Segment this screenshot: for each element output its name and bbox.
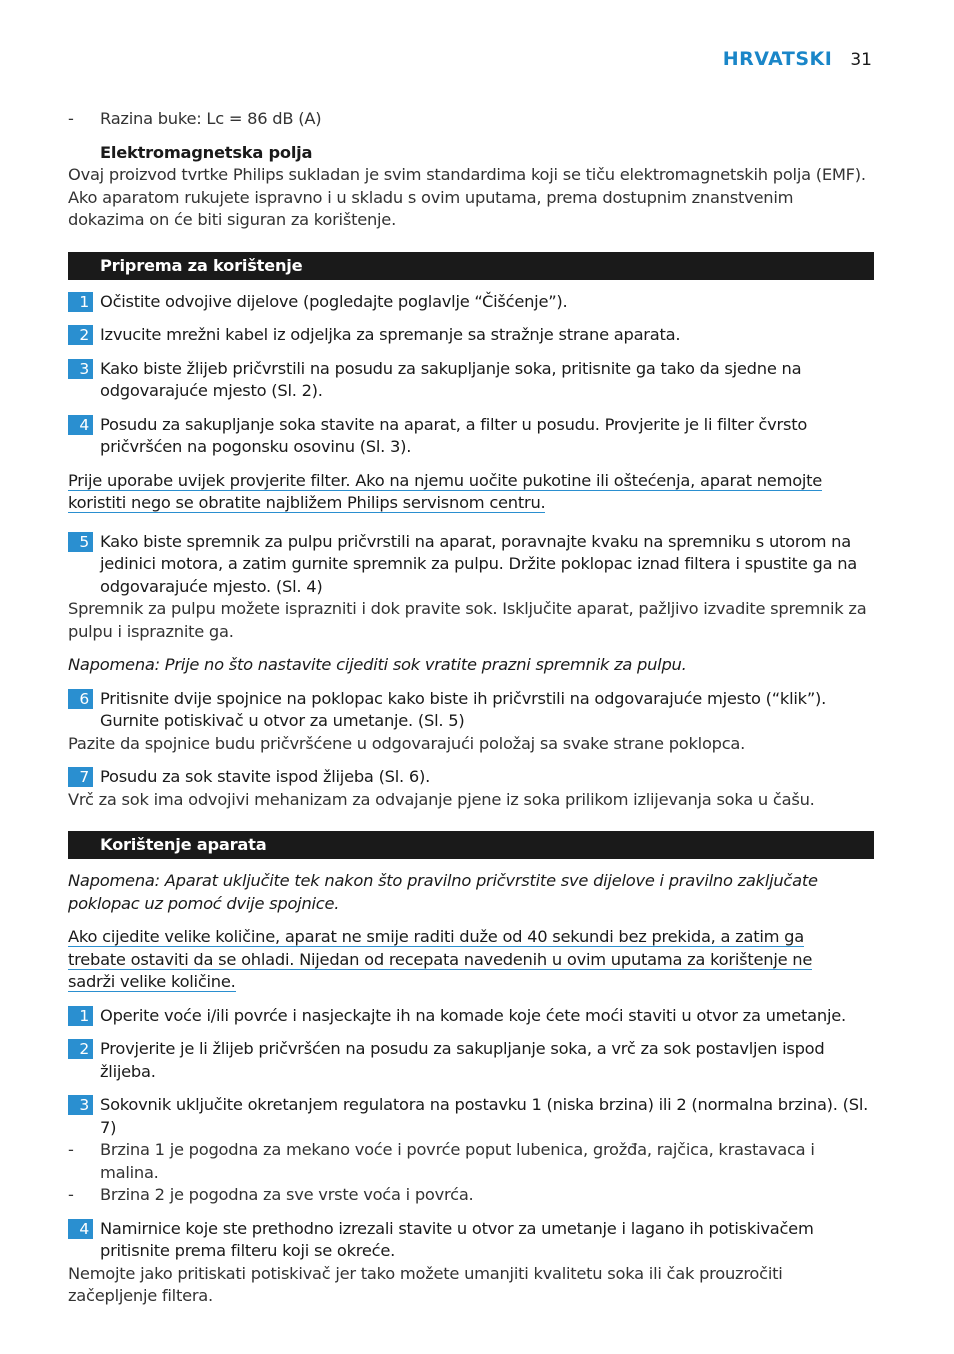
prep-step-3 xyxy=(68,358,874,403)
prep-step-1 xyxy=(68,291,874,314)
step-number-badge: 2 xyxy=(68,1039,93,1059)
prep-step-2 xyxy=(68,324,874,347)
prep-step-5 xyxy=(68,531,874,599)
warning-line: Prije uporabe uvijek provjerite filter. Ako na njemu uočite pukotine ili oštećenja, aparat nemojte xyxy=(68,470,823,490)
step-text: Posudu za sakupljanje soka stavite na aparat, a filter u posudu. Provjerite je li filter čvrsto pričvršćen na pogonsku osovinu (Sl. 3). xyxy=(100,414,808,456)
step-number-badge: 3 xyxy=(68,359,93,379)
page-number: 31 xyxy=(850,50,872,70)
step-text: Posudu za sok stavite ispod žlijeba (Sl. 6). xyxy=(100,767,431,786)
emf-heading: Elektromagnetska polja xyxy=(100,142,313,162)
step-number-badge: 1 xyxy=(68,1006,93,1026)
prep-step-4 xyxy=(68,414,874,459)
quantity-warning xyxy=(68,926,874,994)
step-text: Namirnice koje ste prethodno izrezali stavite u otvor za umetanje i lagano ih potiskivačem pritisnite prema filteru koji se okreće. xyxy=(100,1218,814,1260)
speed-2-line: - Brzina 2 je pogodna za sve vrste voća i povrća. xyxy=(68,1184,874,1207)
step-text: Sokovnik uključite okretanjem regulatora na postavku 1 (niska brzina) ili 2 (normalna brzina). (Sl. 7) xyxy=(100,1095,869,1137)
step-number-badge: 7 xyxy=(68,767,93,787)
prep-step-6 xyxy=(68,688,874,733)
warning-line: trebate ostaviti da se ohladi. Nijedan od recepata navedenih u ovim uputama za korištenje ne xyxy=(68,949,813,969)
section-heading-priprema: Priprema za korištenje xyxy=(68,252,874,280)
speed-1-line: - Brzina 1 je pogodna za mekano voće i povrće poput lubenica, grožđa, rajčica, krastavaca i malina. xyxy=(68,1139,874,1184)
use-napomena: Napomena: Aparat uključite tek nakon što pravilno pričvrstite sve dijelove i pravilno zaključate poklopac uz pomoć dvije spojnice. xyxy=(68,871,818,913)
step-7-note: Vrč za sok ima odvojivi mehanizam za odvajanje pjene iz soka prilikom izlijevanja soka u čašu. xyxy=(68,789,815,809)
step-5-note: Spremnik za pulpu možete isprazniti i dok pravite sok. Isključite aparat, pažljivo izvadite spremnik za pulpu i ispraznite ga. xyxy=(68,599,867,641)
step-text: Izvucite mrežni kabel iz odjeljka za spremanje sa stražnje strane aparata. xyxy=(100,325,681,344)
step-text: Očistite odvojive dijelove (pogledajte poglavlje “Čišćenje”). xyxy=(100,291,568,311)
step-number-badge: 2 xyxy=(68,325,93,345)
step-6-note: Pazite da spojnice budu pričvršćene u odgovarajući položaj sa svake strane poklopca. xyxy=(68,733,746,753)
warning-line: sadrži velike količine. xyxy=(68,972,236,991)
section-heading-koristenje: Korištenje aparata xyxy=(68,831,874,859)
prep-step-7 xyxy=(68,766,874,789)
pulp-napomena: Napomena: Prije no što nastavite cijediti sok vratite prazni spremnik za pulpu. xyxy=(68,655,687,674)
language-label: HRVATSKI xyxy=(722,48,833,70)
step-number-badge: 5 xyxy=(68,532,93,552)
emf-text: Ovaj proizvod tvrtke Philips sukladan je svim standardima koji se tiču elektromagnetskih polja (EMF). Ako aparatom rukujete ispravno i u skladu s ovim uputama, prema dostupnim znanstvenim dokazima on će biti siguran za korištenje. xyxy=(68,165,866,229)
step-text: Kako biste žlijeb pričvrstili na posudu za sakupljanje soka, pritisnite ga tako da sjedne na odgovarajuće mjesto (Sl. 2). xyxy=(100,358,802,400)
step-4-note: Nemojte jako pritiskati potiskivač jer tako možete umanjiti kvalitetu soka ili čak prouzročiti začepljenje filtera. xyxy=(68,1263,783,1305)
use-step-1 xyxy=(68,1005,874,1028)
step-number-badge: 4 xyxy=(68,415,93,435)
noise-level-line: - Razina buke: Lc = 86 dB (A) xyxy=(68,108,874,131)
page-content xyxy=(68,108,874,1308)
warning-line: Ako cijedite velike količine, aparat ne smije raditi duže od 40 sekundi bez prekida, a zatim ga xyxy=(68,927,804,946)
step-number-badge: 1 xyxy=(68,292,93,312)
use-step-4 xyxy=(68,1218,874,1263)
step-number-badge: 4 xyxy=(68,1219,93,1239)
use-step-2 xyxy=(68,1038,874,1083)
warning-line: koristiti nego se obratite najbližem Philips servisnom centru. xyxy=(68,493,546,512)
filter-warning xyxy=(68,470,874,515)
step-text: Kako biste spremnik za pulpu pričvrstili na aparat, poravnajte kvaku na spremniku s utorom na jedinici motora, a zatim gurnite spremnik za pulpu. Držite poklopac iznad filtera i spustite ga na odgovarajuće mjesto. (Sl. 4) xyxy=(100,531,858,596)
use-step-3 xyxy=(68,1094,874,1139)
step-number-badge: 6 xyxy=(68,689,93,709)
step-number-badge: 3 xyxy=(68,1095,93,1115)
step-text: Operite voće i/ili povrće i nasjeckajte ih na komade koje ćete moći staviti u otvor za umetanje. xyxy=(100,1005,846,1025)
step-text: Provjerite je li žlijeb pričvršćen na posudu za sakupljanje soka, a vrč za sok postavljen ispod žlijeba. xyxy=(100,1039,825,1081)
page-header xyxy=(723,48,872,70)
step-text: Pritisnite dvije spojnice na poklopac kako biste ih pričvrstili na odgovarajuće mjesto (“klik”). Gurnite potiskivač u otvor za umetanje. (Sl. 5) xyxy=(100,688,827,730)
